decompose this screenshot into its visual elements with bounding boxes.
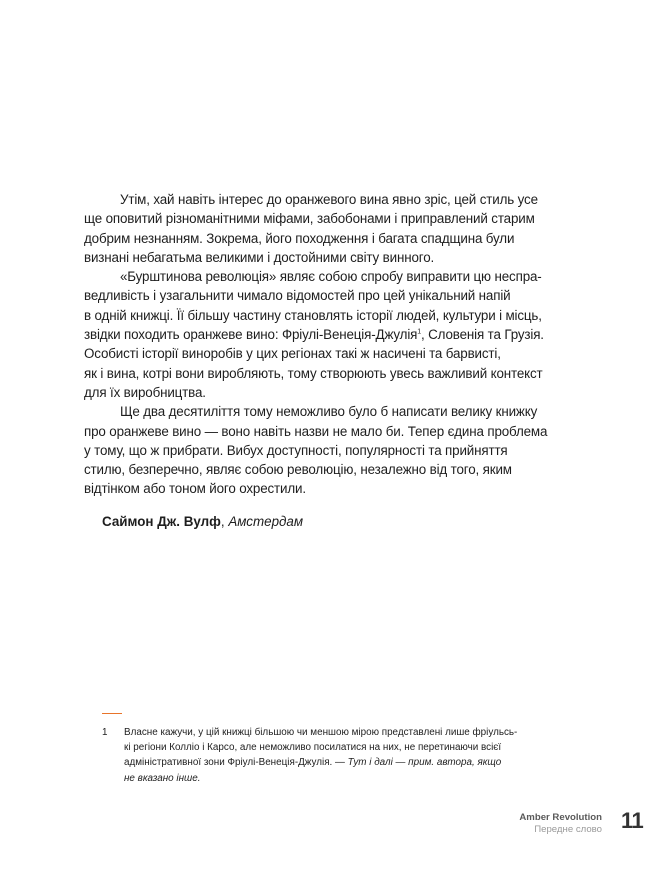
- text-line: Особисті історії виноробів у цих регіонах такі ж насичені та барвисті,: [84, 346, 501, 362]
- footnote-italic: Тут і далі — прим. автора, якщо: [347, 757, 502, 769]
- running-head: [519, 812, 602, 835]
- footnote-reference: 1: [417, 328, 422, 336]
- author-place: Амстердам: [228, 514, 304, 529]
- paragraph-3: [84, 402, 554, 498]
- footnote-number: 1: [102, 727, 108, 738]
- paragraph-2: [84, 267, 554, 402]
- author-name: Саймон Дж. Вулф: [102, 514, 221, 529]
- text-fragment: , Словенія та Грузія.: [421, 327, 544, 343]
- section-title: Передне слово: [534, 823, 602, 835]
- text-line: для їх виробництва.: [84, 384, 206, 400]
- text-line: Утім, хай навіть інтерес до оранжевого вина явно зріс, цей стиль усе: [120, 192, 538, 207]
- text-line: [84, 327, 544, 342]
- footnote-rule: [102, 713, 122, 714]
- footnote-text: [124, 725, 542, 786]
- text-line: відтінком або тоном його охрестили.: [84, 481, 306, 497]
- text-line: про оранжеве вино — воно навіть назви не мало би. Тепер єдина проблема: [84, 423, 548, 439]
- book-title: Amber Revolution: [519, 812, 602, 823]
- footnote-line: кі регіони Колліо і Карсо, але неможливо посилатися на них, не перетинаючи всієї: [124, 742, 502, 754]
- text-line: як і вина, котрі вони виробляють, тому створюють увесь важливий контекст: [84, 365, 543, 381]
- text-line: визнані небагатьма великими і достойними світу винного.: [84, 249, 435, 265]
- paragraph-1: [84, 190, 554, 267]
- text-line: у тому, що ж прибрати. Вибух доступності, популярності та прийняття: [84, 442, 508, 458]
- text-line: ведливість і узагальнити чимало відомостей про цей унікальний напій: [84, 288, 511, 304]
- signature-separator: ,: [220, 514, 229, 529]
- text-line: добрим незнанням. Зокрема, його походження і багата спадщина були: [84, 230, 515, 246]
- footnote: [102, 725, 542, 786]
- text-line: ще оповитий різноманітними міфами, забобонами і приправлений старим: [84, 211, 535, 227]
- main-text: [84, 190, 554, 499]
- footnote-line: Власне кажучи, у цій книжці більшою чи меншою мірою представлені лише фріульсь-: [124, 727, 518, 738]
- author-signature: [102, 512, 303, 531]
- text-line: «Бурштинова революція» являє собою спробу виправити цю неспра-: [120, 269, 542, 285]
- footnote-line: адміністративної зони Фріулі-Венеція-Джулія. —: [124, 757, 348, 769]
- footnote-italic: не вказано інше.: [124, 772, 201, 784]
- text-line: в одній книжці. Її більшу частину становлять історії людей, культури і місць,: [84, 307, 542, 323]
- page-number: 11: [621, 808, 644, 833]
- text-fragment: звідки походить оранжеве вино: Фріулі-Венеція-Джулія: [84, 327, 418, 343]
- text-line: стилю, безперечно, являє собою революцію, незалежно від того, яким: [84, 462, 512, 478]
- text-line: Ще два десятиліття тому неможливо було б написати велику книжку: [120, 404, 538, 420]
